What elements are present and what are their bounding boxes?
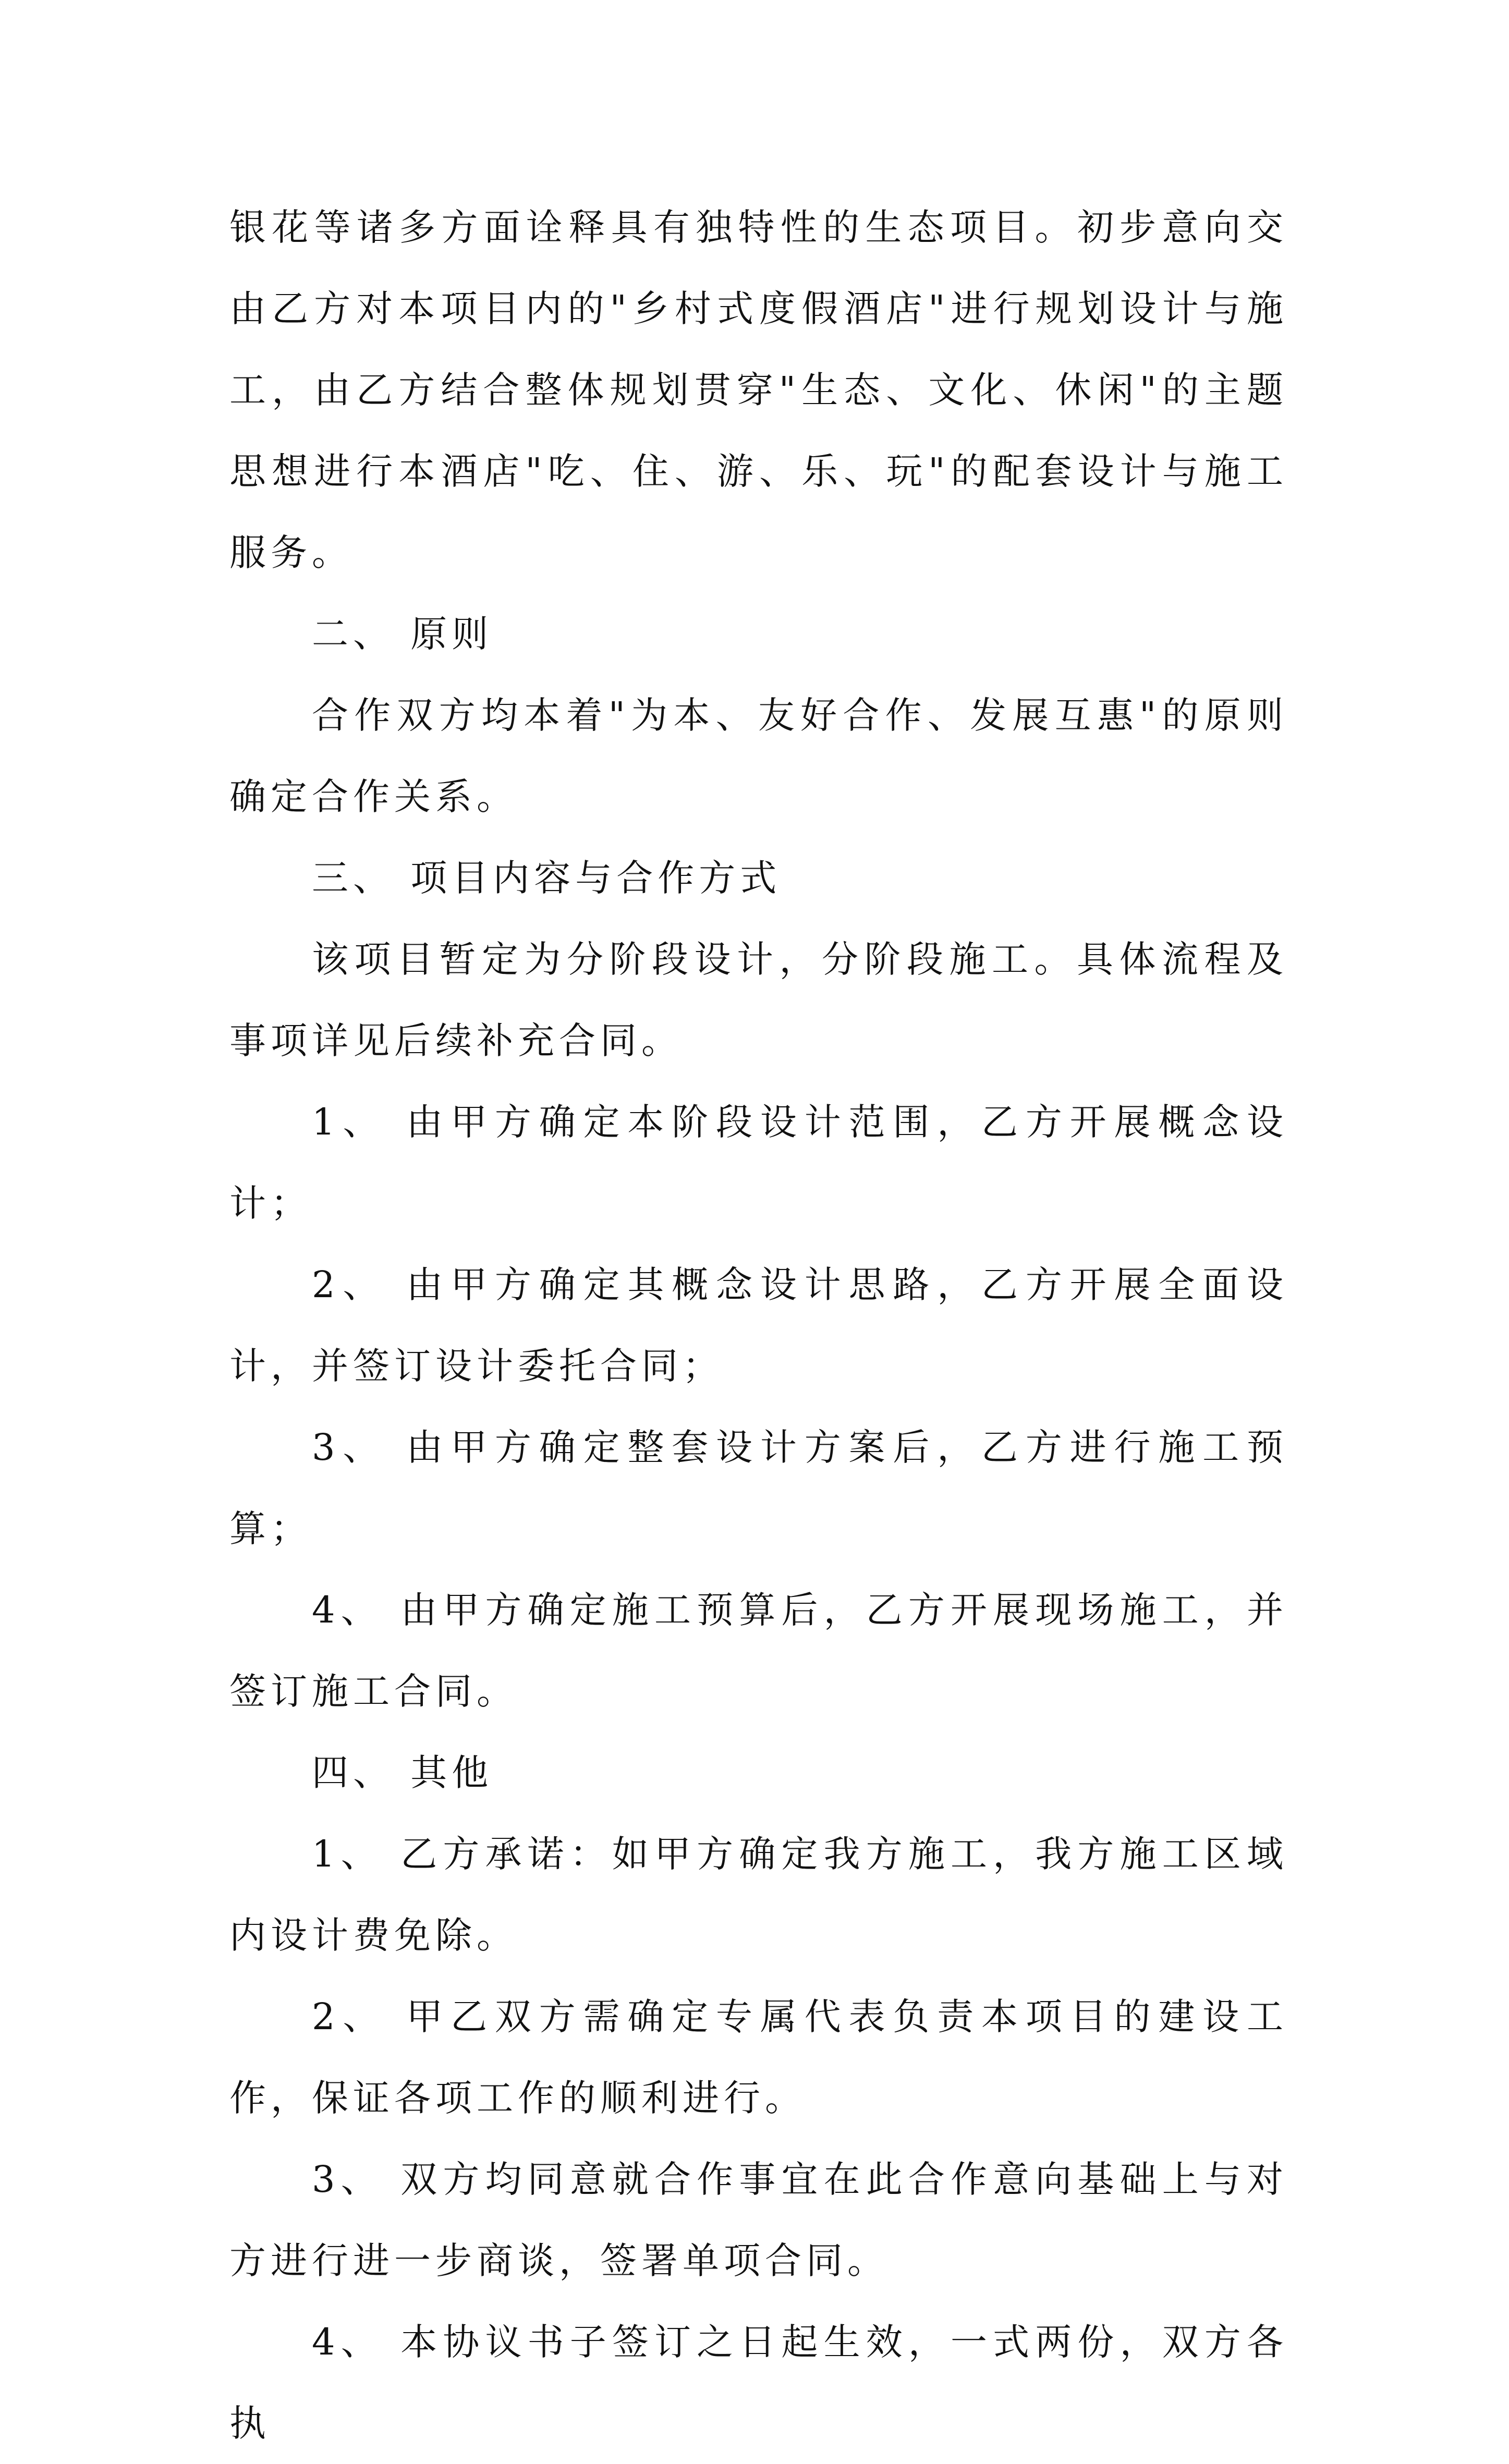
list-item-other-4: 4、 本协议书子签订之日起生效，一式两份，双方各执 xyxy=(229,2321,1288,2445)
paragraph-project-content: 该项目暂定为分阶段设计，分阶段施工。具体流程及事项详见后续补充合同。 xyxy=(229,938,1288,1062)
paragraph-principles: 合作双方均本着"为本、友好合作、发展互惠"的原则确定合作关系。 xyxy=(229,694,1288,818)
list-item-step-3: 3、 由甲方确定整套设计方案后，乙方进行施工预算； xyxy=(229,1426,1288,1550)
list-item-step-4: 4、 由甲方确定施工预算后，乙方开展现场施工，并签订施工合同。 xyxy=(229,1589,1288,1713)
list-item-other-3: 3、 双方均同意就合作事宜在此合作意向基础上与对方进行进一步商谈，签署单项合同。 xyxy=(229,2158,1288,2282)
list-item-other-1: 1、 乙方承诺：如甲方确定我方施工，我方施工区域内设计费免除。 xyxy=(229,1833,1288,1957)
list-item-other-2: 2、 甲乙双方需确定专属代表负责本项目的建设工作，保证各项工作的顺利进行。 xyxy=(229,1995,1288,2119)
list-item-step-1: 1、 由甲方确定本阶段设计范围，乙方开展概念设计； xyxy=(229,1101,1288,1225)
paragraph-intro-continued: 银花等诸多方面诠释具有独特性的生态项目。初步意向交由乙方对本项目内的"乡村式度假酒店"进行规划设计与施工，由乙方结合整体规划贯穿"生态、文化、休闲"的主题思想进行本酒店"吃、住、游、乐、玩"的配套设计与施工服务。 xyxy=(229,206,1288,574)
section-heading-other: 四、 其他 xyxy=(312,1751,493,1794)
section-heading-principles: 二、 原则 xyxy=(312,613,493,655)
document-body xyxy=(229,187,1288,2464)
section-heading-project-content: 三、 项目内容与合作方式 xyxy=(312,857,782,899)
list-item-step-2: 2、 由甲方确定其概念设计思路，乙方开展全面设计，并签订设计委托合同； xyxy=(229,1263,1288,1387)
